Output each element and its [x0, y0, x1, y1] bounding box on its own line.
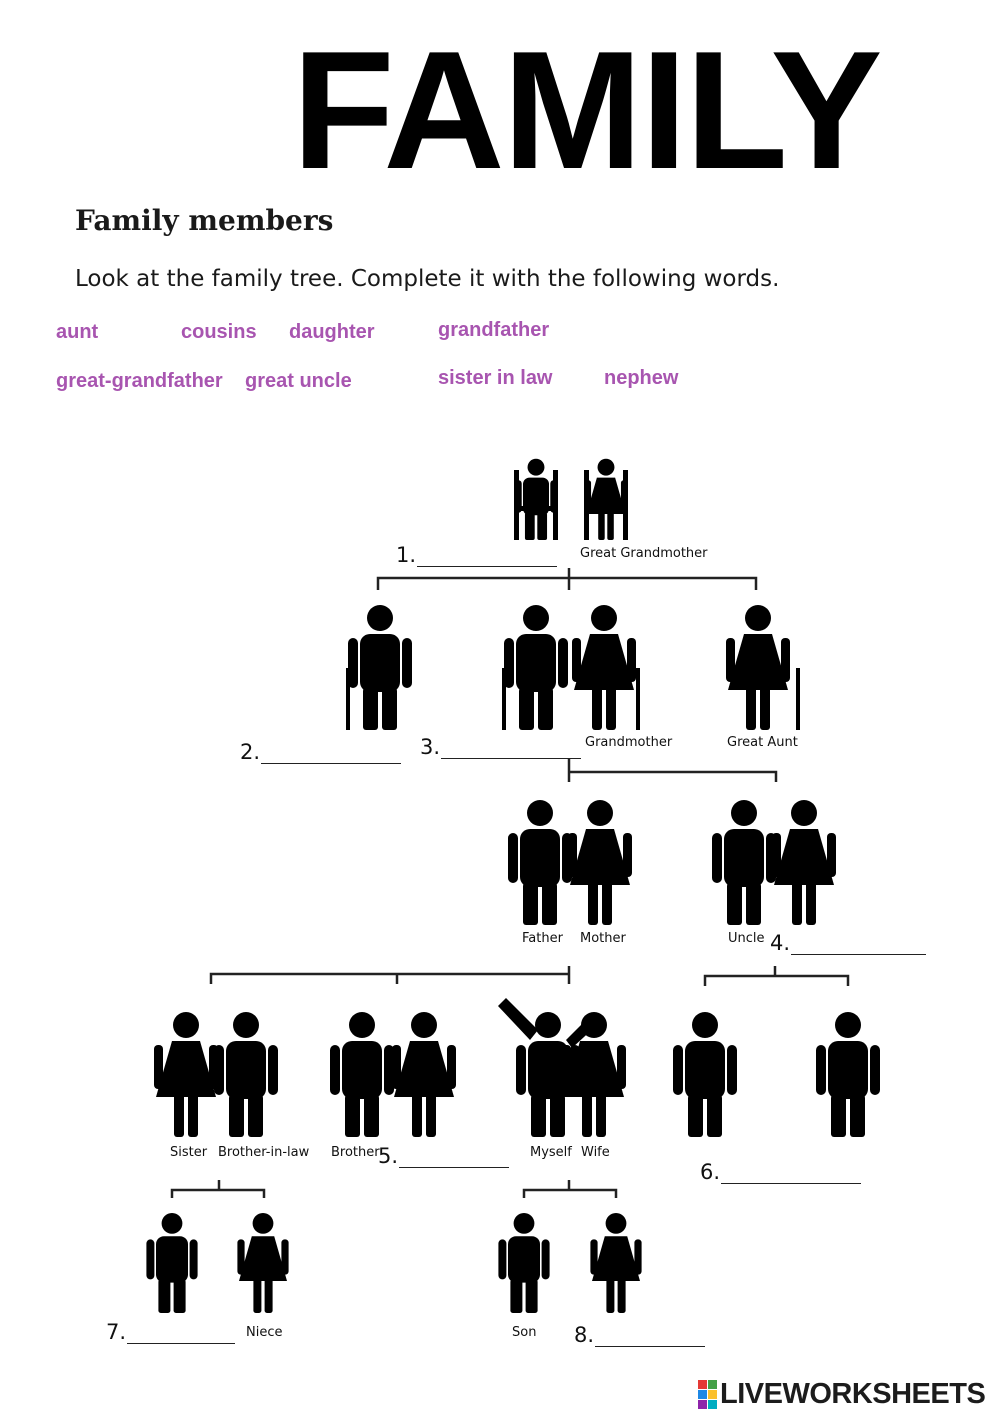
word-cousins: cousins: [181, 321, 257, 343]
niece-figure: [237, 1213, 288, 1313]
blank-number: 2.: [240, 740, 261, 764]
sister-in-law-figure: [392, 1012, 456, 1137]
answer-blank-6[interactable]: [700, 1160, 861, 1184]
label-wife: Wife: [581, 1145, 610, 1160]
word-great-grandfather: great-grandfather: [56, 370, 223, 392]
blank-number: 7.: [106, 1320, 127, 1344]
father-figure: [508, 800, 572, 925]
answer-blank-7[interactable]: [106, 1320, 235, 1344]
wife-figure: [562, 1012, 626, 1137]
label-great-aunt: Great Aunt: [727, 735, 798, 750]
son-figure: [498, 1213, 549, 1313]
answer-blank-2[interactable]: [240, 740, 401, 764]
label-myself: Myself: [530, 1145, 572, 1160]
logo-cell: [698, 1390, 707, 1399]
blank-number: 6.: [700, 1160, 721, 1184]
grandmother-figure: [572, 605, 640, 730]
answer-blank-1[interactable]: [396, 543, 557, 567]
logo-cell: [708, 1400, 717, 1409]
word-grandfather: grandfather: [438, 319, 550, 341]
liveworksheets-logo-icon: [698, 1380, 717, 1409]
mother-figure: [568, 800, 632, 925]
blank-number: 8.: [574, 1323, 595, 1347]
section-subtitle: Family members: [75, 204, 334, 237]
cousin-1-figure: [673, 1012, 737, 1137]
great-grandmother-figure: [584, 459, 628, 540]
label-son: Son: [512, 1325, 537, 1340]
brother-in-law-figure: [214, 1012, 278, 1137]
logo-cell: [708, 1390, 717, 1399]
answer-blank-4[interactable]: [770, 931, 926, 955]
label-brother: Brother: [331, 1145, 380, 1160]
word-sister-in-law: sister in law: [438, 367, 553, 389]
label-grandmother: Grandmother: [585, 735, 673, 750]
sister-figure: [154, 1012, 218, 1137]
label-uncle: Uncle: [728, 931, 765, 946]
blank-number: 3.: [420, 735, 441, 759]
great-uncle-figure: [346, 605, 412, 730]
logo-cell: [698, 1400, 707, 1409]
answer-blank-8[interactable]: [574, 1323, 705, 1347]
great-grandfather-figure: [514, 459, 558, 540]
answer-blank-3[interactable]: [420, 735, 581, 759]
uncle-figure: [712, 800, 776, 925]
answer-blank-5[interactable]: [378, 1144, 509, 1168]
daughter-figure: [590, 1213, 641, 1313]
blank-number: 4.: [770, 931, 791, 955]
logo-cell: [708, 1380, 717, 1389]
blank-number: 5.: [378, 1144, 399, 1168]
instruction-text: Look at the family tree. Complete it with the following words.: [75, 266, 780, 292]
aunt-figure: [772, 800, 836, 925]
word-great-uncle: great uncle: [245, 370, 352, 392]
word-aunt: aunt: [56, 321, 99, 343]
blank-number: 1.: [396, 543, 417, 567]
grandfather-figure: [502, 605, 568, 730]
label-niece: Niece: [246, 1325, 283, 1340]
label-brother-in-law: Brother-in-law: [218, 1145, 310, 1160]
label-sister: Sister: [170, 1145, 208, 1160]
cousin-2-figure: [816, 1012, 880, 1137]
label-father: Father: [522, 931, 563, 946]
label-mother: Mother: [580, 931, 626, 946]
brand-watermark: [698, 1379, 985, 1409]
brother-figure: [330, 1012, 394, 1137]
nephew-figure: [146, 1213, 197, 1313]
brand-text: LIVEWORKSHEETS: [720, 1378, 986, 1410]
word-daughter: daughter: [289, 321, 375, 343]
word-nephew: nephew: [604, 367, 679, 389]
great-aunt-figure: [726, 605, 800, 730]
worksheet-title: FAMILY: [292, 16, 881, 204]
logo-cell: [698, 1380, 707, 1389]
label-great-grandmother: Great Grandmother: [580, 546, 708, 561]
